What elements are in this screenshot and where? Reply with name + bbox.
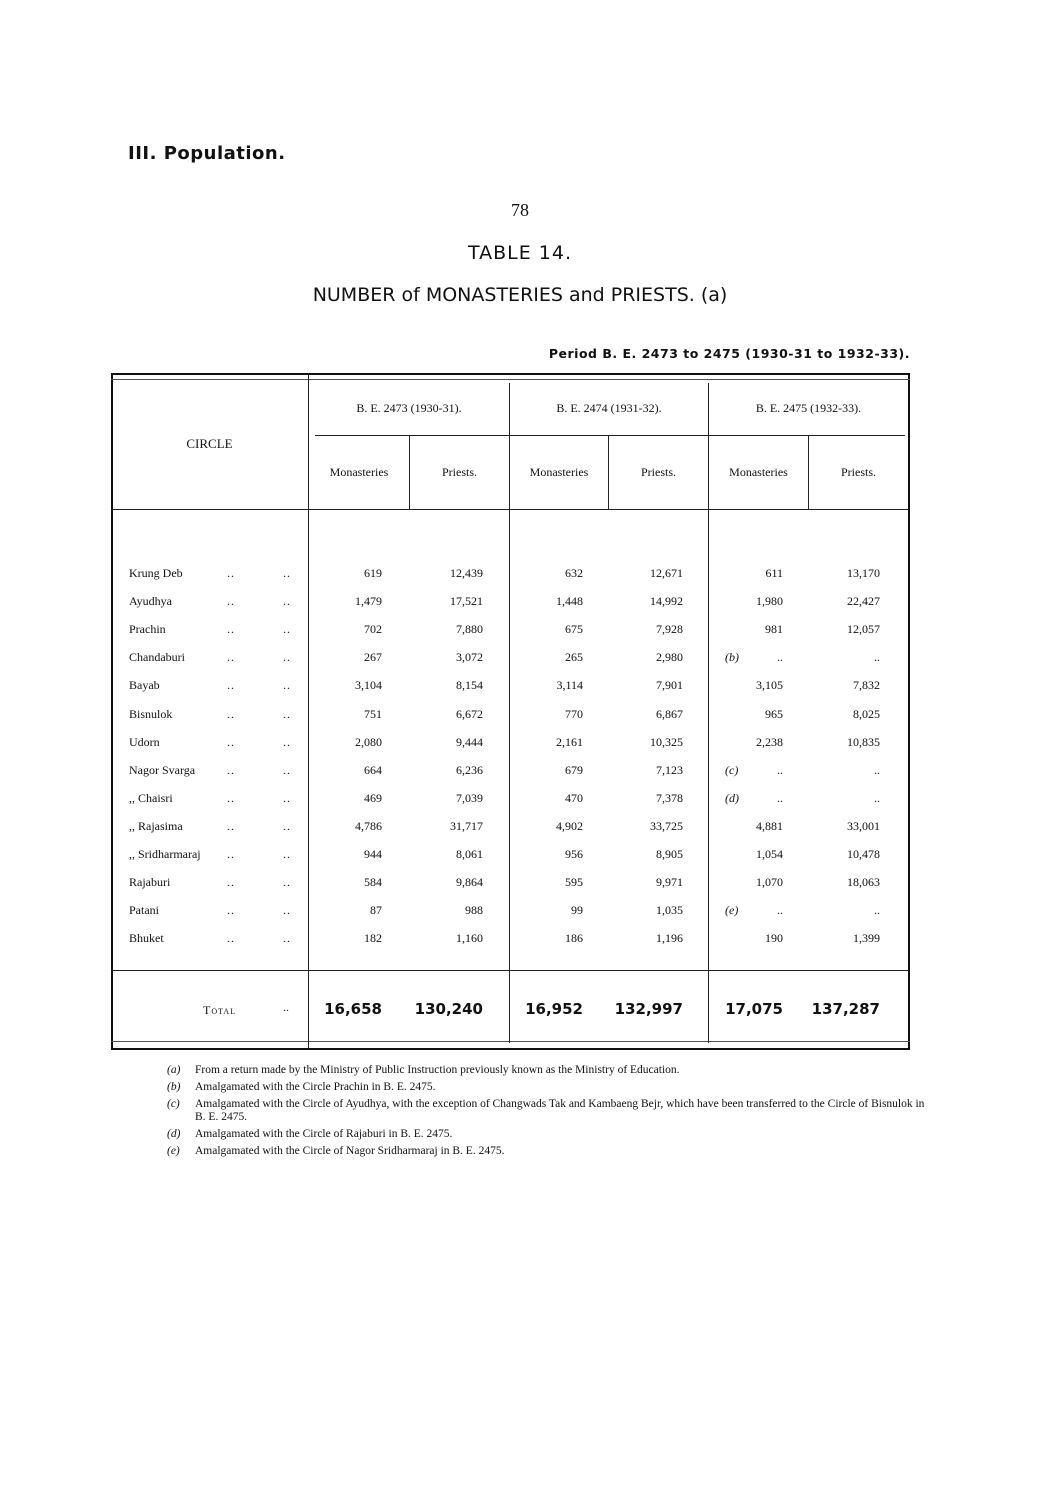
cell-value: 1,980: [756, 594, 783, 609]
cell-value: 981: [765, 622, 783, 637]
leader-dots: ..: [283, 594, 291, 609]
cell-value: 1,070: [756, 875, 783, 890]
leader-dots: ..: [227, 622, 235, 637]
cell-value: 1,054: [756, 847, 783, 861]
cell-value: 2,980: [656, 650, 683, 665]
circle-name: Udorn: [129, 734, 160, 749]
cell-value: 595: [565, 875, 583, 890]
cell-value: ..: [777, 790, 783, 805]
cell-value: 944: [364, 847, 382, 861]
cell-value: 13,170: [847, 566, 880, 580]
header-priests-2: Priests.: [640, 465, 676, 479]
cell-value: 33,725: [650, 818, 683, 833]
cell-value: 12,671: [650, 566, 683, 580]
cell-value: ..: [777, 903, 783, 918]
leader-dots: ..: [227, 566, 235, 580]
table-row: [111, 763, 910, 791]
leader-dots: ..: [227, 847, 235, 861]
table-row: [111, 931, 910, 959]
header-year-2474: B. E. 2474 (1931-32).: [556, 401, 662, 415]
cell-value: 3,114: [556, 678, 583, 693]
table-row: [111, 622, 910, 650]
cell-value: 10,835: [847, 734, 880, 749]
cell-value: 9,444: [456, 734, 483, 749]
cell-value: 182: [364, 931, 382, 946]
total-label: Total: [203, 1003, 237, 1017]
total-value: 130,240: [414, 1000, 483, 1018]
rule-header-bottom: [111, 509, 908, 510]
cell-value: 87: [370, 903, 382, 918]
cell-value: 1,196: [656, 931, 683, 946]
leader-dots: ..: [283, 734, 291, 749]
circle-name: ,, Chaisri: [129, 790, 173, 805]
rule-year-header-bottom: [315, 435, 905, 436]
leader-dots: ..: [283, 847, 291, 861]
leader-dots: ..: [283, 762, 291, 777]
table-row: [111, 650, 910, 678]
footnote-reference: (b): [725, 650, 739, 665]
footnote: [167, 1064, 927, 1077]
footnote-mark: (c): [167, 1098, 180, 1110]
cell-value: 9,971: [656, 875, 683, 890]
leader-dots: ..: [227, 903, 235, 918]
table-frame-inner-bottom: [111, 1041, 910, 1042]
cell-value: 6,672: [456, 706, 483, 721]
cell-value: 8,905: [656, 847, 683, 861]
circle-name: Bisnulok: [129, 706, 173, 721]
table-row: [111, 819, 910, 847]
rule-body-bottom: [111, 970, 908, 971]
cell-value: 18,063: [847, 875, 880, 890]
leader-dots: ..: [227, 594, 235, 609]
cell-value: 470: [565, 790, 583, 805]
total-value: 16,952: [525, 1000, 583, 1018]
cell-value: 675: [565, 622, 583, 637]
cell-value: 14,992: [650, 594, 683, 609]
leader-dots: ..: [227, 734, 235, 749]
footnote-reference: (d): [725, 790, 739, 805]
table-row: [111, 847, 910, 875]
cell-value: 2,161: [556, 734, 583, 749]
cell-value: 9,864: [456, 875, 483, 890]
circle-name: Ayudhya: [129, 594, 172, 609]
cell-value: 17,521: [450, 594, 483, 609]
footnote-reference: (c): [725, 762, 739, 777]
cell-value: 770: [565, 706, 583, 721]
leader-dots: ..: [227, 818, 235, 833]
table-row: [111, 903, 910, 931]
total-dots: ..: [283, 1000, 289, 1014]
cell-value: 1,399: [853, 931, 880, 946]
circle-name: Bhuket: [129, 931, 164, 946]
leader-dots: ..: [283, 903, 291, 918]
cell-value: ..: [874, 650, 880, 665]
table-row: [111, 875, 910, 903]
page-number: 78: [511, 200, 529, 220]
cell-value: 22,427: [847, 594, 880, 609]
cell-value: 611: [765, 566, 783, 580]
footnote: [167, 1081, 927, 1094]
cell-value: ..: [777, 762, 783, 777]
cell-value: 8,025: [853, 706, 880, 721]
cell-value: 679: [565, 762, 583, 777]
header-priests-3: Priests.: [840, 465, 876, 479]
cell-value: 33,001: [847, 818, 880, 833]
cell-value: ..: [874, 790, 880, 805]
footnote-reference: (e): [725, 903, 739, 918]
header-year-2473: B. E. 2473 (1930-31).: [356, 401, 462, 415]
leader-dots: ..: [283, 790, 291, 805]
footnote: [167, 1098, 927, 1124]
header-year-2475: B. E. 2475 (1932-33).: [755, 401, 862, 415]
leader-dots: ..: [283, 678, 291, 693]
footnote: [167, 1145, 927, 1158]
cell-value: 7,928: [656, 622, 683, 637]
cell-value: 1,160: [456, 931, 483, 946]
cell-value: ..: [777, 650, 783, 665]
footnote: [167, 1128, 927, 1141]
leader-dots: ..: [227, 762, 235, 777]
cell-value: 7,832: [853, 678, 880, 693]
cell-value: 12,057: [847, 622, 880, 637]
leader-dots: ..: [227, 790, 235, 805]
cell-value: 4,902: [556, 818, 583, 833]
cell-value: 12,439: [450, 566, 483, 580]
leader-dots: ..: [283, 931, 291, 946]
header-monasteries-1: Monasteries: [329, 465, 389, 479]
footnote-mark: (a): [167, 1064, 181, 1076]
table-number: TABLE 14.: [467, 242, 572, 264]
cell-value: 7,880: [456, 622, 483, 637]
footnote-mark: (b): [167, 1081, 181, 1093]
cell-value: 8,154: [456, 678, 483, 693]
total-value: 17,075: [725, 1000, 783, 1018]
cell-value: 4,786: [355, 818, 382, 833]
circle-name: Krung Deb: [129, 566, 183, 580]
cell-value: 10,478: [847, 847, 880, 861]
cell-value: 6,236: [456, 762, 483, 777]
footnote-text: Amalgamated with the Circle of Ayudhya, with the exception of Changwads Tak and Kambaeng Bejr, which have been transferred to the Circle of Bisnulok in B. E. 2475.: [195, 1098, 925, 1123]
footnote-text: From a return made by the Ministry of Public Instruction previously known as the Ministry of Education.: [195, 1064, 680, 1076]
table-frame-inner-top: [111, 379, 910, 380]
leader-dots: ..: [227, 650, 235, 665]
section-heading: III. Population.: [128, 143, 286, 164]
leader-dots: ..: [283, 818, 291, 833]
footnote-text: Amalgamated with the Circle Prachin in B. E. 2475.: [195, 1081, 436, 1093]
leader-dots: ..: [283, 706, 291, 721]
table-row: [111, 678, 910, 706]
cell-value: 2,238: [756, 734, 783, 749]
table-row: [111, 791, 910, 819]
cell-value: 267: [364, 650, 382, 665]
circle-name: Rajaburi: [129, 875, 171, 890]
leader-dots: ..: [227, 931, 235, 946]
cell-value: 31,717: [450, 818, 483, 833]
table-row: [111, 735, 910, 763]
circle-name: Chandaburi: [129, 650, 185, 665]
cell-value: 469: [364, 790, 382, 805]
leader-dots: ..: [227, 706, 235, 721]
cell-value: 632: [565, 566, 583, 580]
period-caption: Period B. E. 2473 to 2475 (1930-31 to 1932-33).: [548, 346, 910, 361]
cell-value: ..: [874, 903, 880, 918]
table-row: [111, 594, 910, 622]
leader-dots: ..: [283, 566, 291, 580]
circle-name: Nagor Svarga: [129, 762, 196, 777]
cell-value: ..: [874, 762, 880, 777]
table-title: NUMBER of MONASTERIES and PRIESTS. (a): [312, 284, 728, 306]
cell-value: 584: [364, 875, 382, 890]
cell-value: 4,881: [756, 818, 783, 833]
circle-name: ,, Rajasima: [129, 818, 183, 833]
circle-name: Prachin: [129, 622, 166, 637]
cell-value: 3,105: [756, 678, 783, 693]
cell-value: 619: [364, 566, 382, 580]
cell-value: 956: [565, 847, 583, 861]
circle-name: Bayab: [129, 678, 160, 693]
cell-value: 8,061: [456, 847, 483, 861]
table-row: [111, 707, 910, 735]
leader-dots: ..: [283, 650, 291, 665]
total-value: 16,658: [324, 1000, 382, 1018]
leader-dots: ..: [283, 622, 291, 637]
cell-value: 3,104: [355, 678, 382, 693]
cell-value: 7,039: [456, 790, 483, 805]
footnote-text: Amalgamated with the Circle of Nagor Sridharmaraj in B. E. 2475.: [195, 1145, 505, 1157]
header-monasteries-3: Monasteries: [729, 465, 788, 479]
cell-value: 7,901: [656, 678, 683, 693]
cell-value: 186: [565, 931, 583, 946]
cell-value: 7,123: [656, 762, 683, 777]
cell-value: 1,035: [656, 903, 683, 918]
leader-dots: ..: [227, 875, 235, 890]
monasteries-table: [111, 373, 910, 1050]
cell-value: 1,479: [355, 594, 382, 609]
cell-value: 2,080: [355, 734, 382, 749]
total-value: 137,287: [811, 1000, 880, 1018]
table-row: [111, 566, 910, 594]
cell-value: 190: [765, 931, 783, 946]
cell-value: 702: [364, 622, 382, 637]
circle-name: ,, Sridharmaraj: [129, 847, 201, 861]
footnote-text: Amalgamated with the Circle of Rajaburi in B. E. 2475.: [195, 1128, 453, 1140]
leader-dots: ..: [283, 875, 291, 890]
footnote-mark: (d): [167, 1128, 181, 1140]
cell-value: 988: [465, 903, 483, 918]
cell-value: 99: [571, 903, 583, 918]
total-value: 132,997: [614, 1000, 683, 1018]
leader-dots: ..: [227, 678, 235, 693]
footnotes: [167, 1064, 927, 1162]
cell-value: 965: [765, 706, 783, 721]
header-monasteries-2: Monasteries: [529, 465, 589, 479]
header-circle: CIRCLE: [186, 436, 233, 451]
cell-value: 664: [364, 762, 382, 777]
cell-value: 1,448: [556, 594, 583, 609]
cell-value: 6,867: [656, 706, 683, 721]
circle-name: Patani: [129, 903, 159, 918]
cell-value: 7,378: [656, 790, 683, 805]
cell-value: 751: [364, 706, 382, 721]
footnote-mark: (e): [167, 1145, 180, 1157]
cell-value: 265: [565, 650, 583, 665]
cell-value: 10,325: [650, 734, 683, 749]
header-priests-1: Priests.: [441, 465, 477, 479]
cell-value: 3,072: [456, 650, 483, 665]
